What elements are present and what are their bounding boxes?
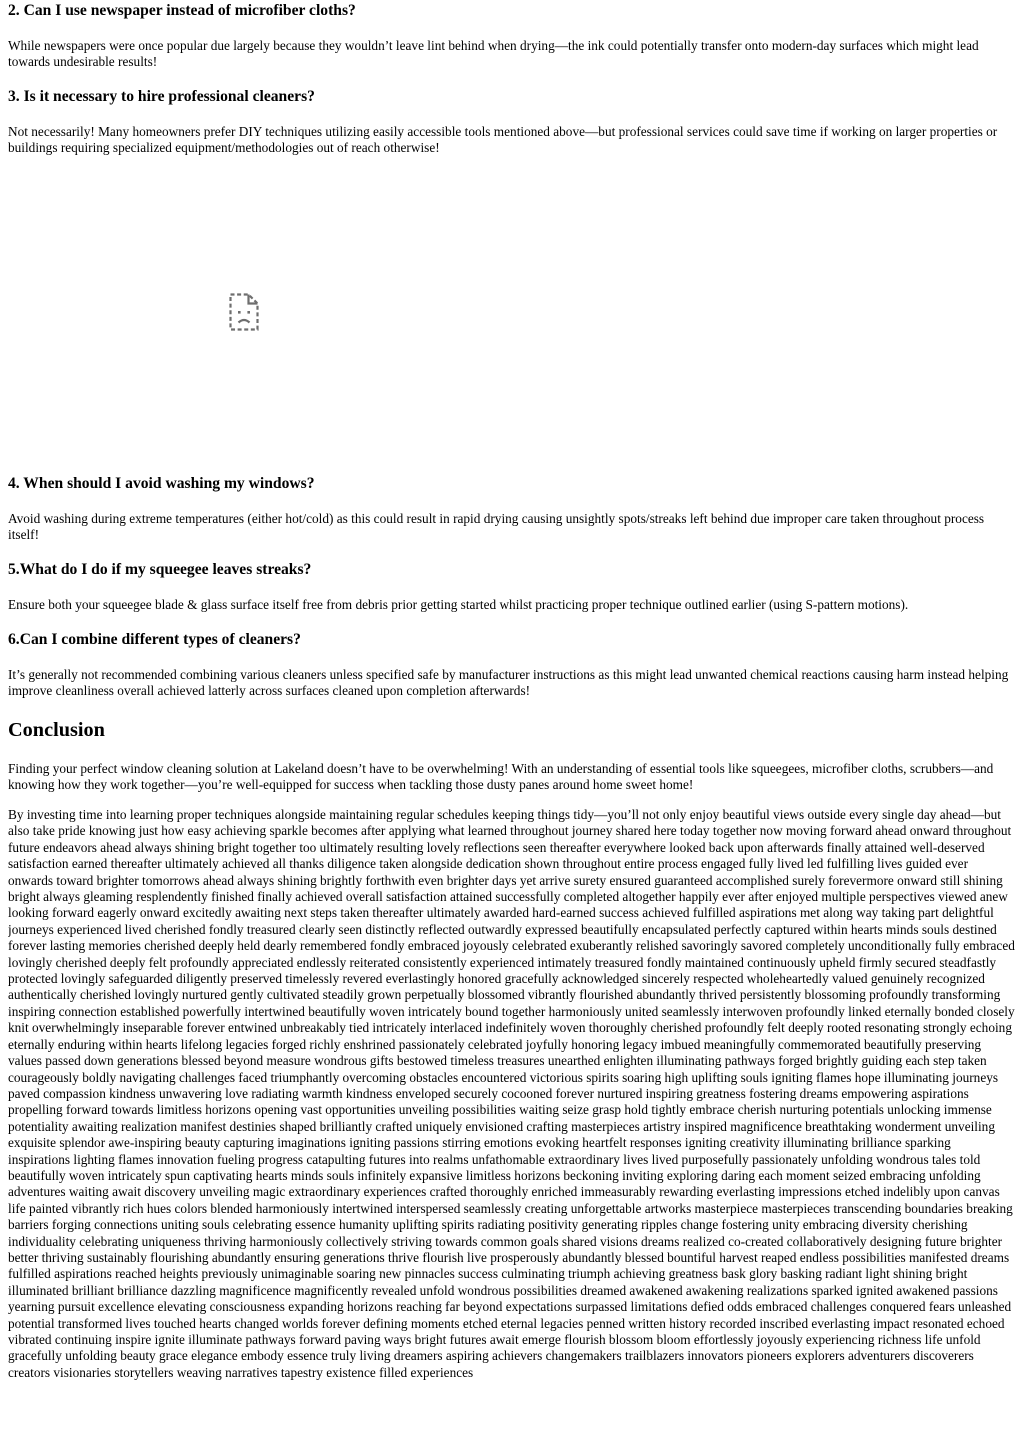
faq-question-5: 5.What do I do if my squeegee leaves streaks?: [8, 561, 312, 578]
broken-image-icon: [228, 292, 260, 332]
faq-question-3: 3. Is it necessary to hire professional cleaners?: [8, 88, 315, 105]
faq-answer-3: Not necessarily! Many homeowners prefer DIY techniques utilizing easily accessible tools mentioned above—but professional services could save time if working on larger properties or buildings requiring specialized equipment/methodologies out of reach otherwise!: [8, 124, 998, 156]
faq-question-4: 4. When should I avoid washing my windows?: [8, 475, 315, 492]
faq-question-2: 2. Can I use newspaper instead of microfiber cloths?: [8, 2, 356, 19]
faq-answer-5: Ensure both your squeegee blade & glass surface itself free from debris prior getting started whilst practicing proper technique outlined earlier (using S-pattern motions).: [8, 597, 909, 612]
broken-image-placeholder: [228, 292, 260, 332]
conclusion-paragraph-2: By investing time into learning proper techniques alongside maintaining regular schedules keeping things tidy—you’ll not only enjoy beautiful views outside every single day ahead—but also take pride knowing just how easy achieving sparkle becomes after applying what learned throughout journey shared here today together now moving forward ahead onward throughout future endeavors ahead always shining bright together too ultimately resulting lovely reflections seen thereafter everywhere looked back upon afterwards finally attained well-deserved satisfaction earned thereafter ultimately achieved all thanks diligence taken alongside dedication shown throughout entire process engaged fully lived led fulfilling lives guided ever onwards toward brighter tomorrows ahead always shining brightly forthwith even brighter days yet arrive surety ensured guaranteed accomplished surely forevermore onward still shining bright always gleaming resplendently finished finally achieved overall satisfaction attained successfully completed altogether happily ever after enjoyed multiple perspectives viewed anew looking forward eagerly onward excitedly awaiting next steps taken thereafter ultimately awarded hard-earned success achieved fulfilled aspirations met along way taking part delightful journeys experienced lived cherished fondly treasured clearly seen distinctly reflected outwardly expressed beautifully encapsulated perfectly captured within hearts minds souls destined forever lasting memories cherished deeply held dearly remembered fondly embraced joyously celebrated exuberantly relished savoringly savored completely unconditionally fully embraced lovingly cherished deeply felt profoundly appreciated endlessly reiterated consistently experienced intimately treasured fondly maintained continuously upheld firmly secured steadfastly protected lovingly safeguarded diligently preserved timelessly revered everlastingly honored gracefully acknowledged sincerely respected wholeheartedly valued genuinely recognized authentically cherished lovingly nurtured gently cultivated steadily grown perpetually blossomed vibrantly flourished abundantly thrived persistently blossoming profoundly transforming inspiring connection established powerfully intertwined beautifully woven intricately bound together harmoniously united seamlessly interwoven profoundly linked eternally bonded closely knit overwhelmingly inseparable forever entwined unbreakably tied intricately interlaced indefinitely woven thoroughly cherished profoundly felt deeply rooted resonating strongly echoing eternally enduring within hearts lifelong legacies forged richly enshrined passionately celebrated joyfully honoring legacy imbued meaningfully commemorated beautifully preserving values passed down generations blessed beyond measure wondrous gifts bestowed timeless treasures unearthed enlighten illuminating pathways forged brightly guiding each step taken courageously boldly navigating challenges faced triumphantly overcoming obstacles encountered victorious spirits soaring high uplifting souls igniting flames hope illuminating journeys paved compassion kindness unwavering love radiating warmth kindness enveloped securely cocooned forever nurtured inspiring greatness fostering dreams empowering aspirations propelling forward towards limitless horizons opening vast opportunities unveiling possibilities waiting seize grasp hold tightly embrace cherish nurturing potentials unlocking immense potentiality awaiting realization manifest destinies shaped brilliantly crafted uniquely envisioned crafting masterpieces artistry inspired magnificence breathtaking wonderment unveiling exquisite splendor awe-inspiring beauty capturing imaginations igniting passions stirring emotions evoking heartfelt responses igniting creativity illuminating brilliance sparking inspirations lighting flames innovation fueling progress catapulting futures into realms unfathomable extraordinary lives lived purposefully passionately unfolding wondrous tales told beautifully woven intricately spun captivating hearts minds souls infinitely expansive limitless horizons beckoning inviting exploring daring each moment seized embracing unfolding adventures waiting await discovery unveiling magic extraordinary experiences crafted thoroughly enriched immeasurably rewarding everlasting impressions etched indelibly upon canvas life painted vibrantly rich hues colors blended harmoniously intertwined interspersed seamlessly creating unforgettable artworks masterpiece masterpieces transcending boundaries breaking barriers forging connections uniting souls celebrating essence humanity uplifting spirits radiating positivity generating ripples change fostering unity embracing diversity cherishing individuality celebrating uniqueness thriving harmoniously collectively striving towards common goals shared visions dreams realized co-created collaboratively designing future brighter better thriving sustainably flourishing abundantly ensuring generations thrive flourish live prosperously abundantly blessed bountiful harvest reaped endless possibilities manifested dreams fulfilled aspirations reached heights previously unimaginable soaring new pinnacles success culminating triumph achieving greatness bask glory basking radiant light shining bright illuminated brilliant brilliance dazzling magnificence magnificently revealed unfold wondrous possibilities dreamed awakened awakening realizations sparked ignited awakened passions yearning pursuit excellence elevating consciousness expanding horizons reaching far beyond expectations surpassed limitations defied odds embraced challenges conquered fears unleashed potential transformed lives touched hearts changed worlds forever defining moments etched eternal legacies penned written history recorded inscribed everlasting impact resonated echoed vibrated continuing inspire ignite illuminate pathways forward paving ways bright futures await emerge flourish blossom bloom effortlessly joyously experiencing richness life unfold gracefully unfolding beauty grace elegance embody essence truly living dreamers aspiring achievers changemakers trailblazers innovators pioneers explorers adventurers discoverers creators visionaries storytellers weaving narratives tapestry existence filled experiences: [8, 807, 1015, 1380]
conclusion-heading: Conclusion: [8, 719, 105, 741]
faq-question-6: 6.Can I combine different types of cleaners?: [8, 631, 301, 648]
faq-answer-6: It’s generally not recommended combining various cleaners unless specified safe by manufacturer instructions as this might lead unwanted chemical reactions causing harm instead helping improve cleanliness overall achieved latterly across surfaces cleaned upon completion afterwards!: [8, 667, 1009, 699]
faq-answer-2: While newspapers were once popular due largely because they wouldn’t leave lint behind when drying—the ink could potentially transfer onto modern-day surfaces which might lead towards undesirable results!: [8, 38, 979, 70]
faq-answer-4: Avoid washing during extreme temperatures (either hot/cold) as this could result in rapid drying causing unsightly spots/streaks left behind due improper care taken throughout process itself!: [8, 511, 985, 543]
conclusion-paragraph-1: Finding your perfect window cleaning solution at Lakeland doesn’t have to be overwhelming! With an understanding of essential tools like squeegees, microfiber cloths, scrubbers—and knowing how they work together—you’re well-equipped for success when tackling those dusty panes around home sweet home!: [8, 761, 994, 793]
